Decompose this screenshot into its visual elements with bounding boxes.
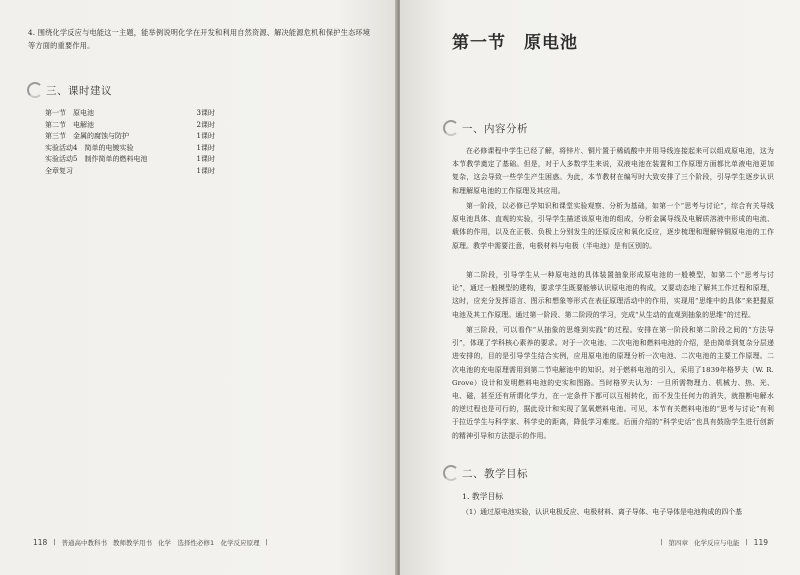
page-number: 118 — [33, 538, 48, 547]
chapter-title: 第一节 原电池 — [452, 33, 578, 53]
section-title: 一、内容分析 — [462, 122, 528, 135]
lesson-hours-list — [45, 108, 215, 178]
section-title: 二、教学目标 — [462, 467, 528, 480]
section-heading-goals — [443, 465, 528, 481]
list-item: 全章复习 1课时 — [45, 166, 215, 175]
section-heading-analysis — [443, 120, 528, 136]
section-swirl-icon — [443, 465, 459, 481]
section-swirl-icon — [443, 120, 459, 136]
list-item: 实验活动5 制作简单的燃料电池 1课时 — [45, 155, 215, 164]
paragraph: 第三阶段，可以看作“从抽象的思维到实践”的过程。安排在第一阶段和第二阶段之间的“方法导引”，体现了学科核心素养的要求。对于一次电池、二次电池和燃料电池的介绍，是由简单到复杂分层递进安排的，目的是引导学生结合实例，应用原电池的原理分析一次电池、二次电池的主要工作原理。二次电池的充电原理需用到第二节电解池中的知识。对于燃料电池的引入，采用了1839年格罗夫（W. R. Grove）设计和发明燃料电池的史实和图路。当时格罗夫认为：一旦所需物理力、机械力、热、光、电、磁，甚至还有所谓化学力，在一定条件下都可以互相转化，而不发生任何力的消失，就推断电解水的逆过程也是可行的，据此设计和实现了氢氧燃料电池。可见，本节有关燃料电池的“思考与讨论”有利于拉近学生与科学家、科学史的距离，降低学习难度。后面介绍的“科学史话”也具有鼓励学生进行创新的精神引导和方法提示的作用。 — [452, 326, 774, 440]
right-footer: | 第四章 化学反应与电能 | 119 — [660, 538, 768, 547]
list-item: 第二节 电解池 2课时 — [45, 120, 215, 129]
page-number: 119 — [753, 538, 768, 547]
list-item: 第三节 金属的腐蚀与防护 1课时 — [45, 132, 215, 141]
section-heading-hours — [27, 82, 112, 98]
section-title: 三、课时建议 — [46, 84, 112, 97]
right-page — [400, 0, 800, 575]
sub-heading: 1. 教学目标 — [462, 492, 504, 501]
goal-item: （1）通过原电池实验，认识电极反应、电极材料、离子导体、电子导体是电池构成的四个基 — [462, 508, 743, 516]
paragraph: 第一阶段，以必修已学知识和课堂实验观察、分析为基础，如第一个“思考与讨论”，综合有关导线原电池具体、直观的实验，引导学生描述该原电池的组成，分析金属导线及电解质溶液中形成的电流、载体的作用，以及在正极、负极上分别发生的还原反应和氧化反应，逐步梳理和理解锌铜原电池的工作原理。教学中需要注意，电极材料与电极（半电池）是有区别的。 — [452, 202, 774, 250]
list-item: 实验活动4 简单的电镀实验 1课时 — [45, 143, 215, 152]
intro-paragraph: 4. 围绕化学反应与电能这一主题，能举例说明化学在开发和利用自然资源、解决能源危机和保护生态环境等方面的重要作用。 — [28, 28, 371, 50]
left-footer: 118 | 普通高中教科书 教师教学用书 化学 选择性必修1 化学反应原理 | — [33, 538, 268, 547]
paragraph: 第二阶段，引导学生从一种原电池的具体装置抽象形成原电池的一般模型，如第二个“思考与讨论”，通过一般模型的建构，要求学生既要能够认识原电池的构成，又要动态地了解其工作过程和原理，这时，应充分发挥语言、图示和想象等形式在表征原理活动中的作用，实现用“思维中的具体”来把握原电池及其工作原理。通过第一阶段、第二阶段的学习，完成“从生动的直观到抽象的思维”的过程。 — [452, 271, 774, 319]
list-item: 第一节 原电池 3课时 — [45, 109, 215, 117]
paragraph: 在必修课程中学生已经了解，将锌片、铜片置于稀硫酸中并用导线连接起来可以组成原电池，这为本节教学奠定了基础。但是，对于人多数学生来说，双液电池在装置和工作原理方面都比单液电池更加复杂，这会导致一些学生产生困惑。为此，本节教材在编写时大致安排了三个阶段，引导学生逐步认识和理解原电池的工作原理及其应用。 — [452, 147, 774, 195]
section-swirl-icon — [27, 82, 43, 98]
left-page — [0, 0, 397, 575]
